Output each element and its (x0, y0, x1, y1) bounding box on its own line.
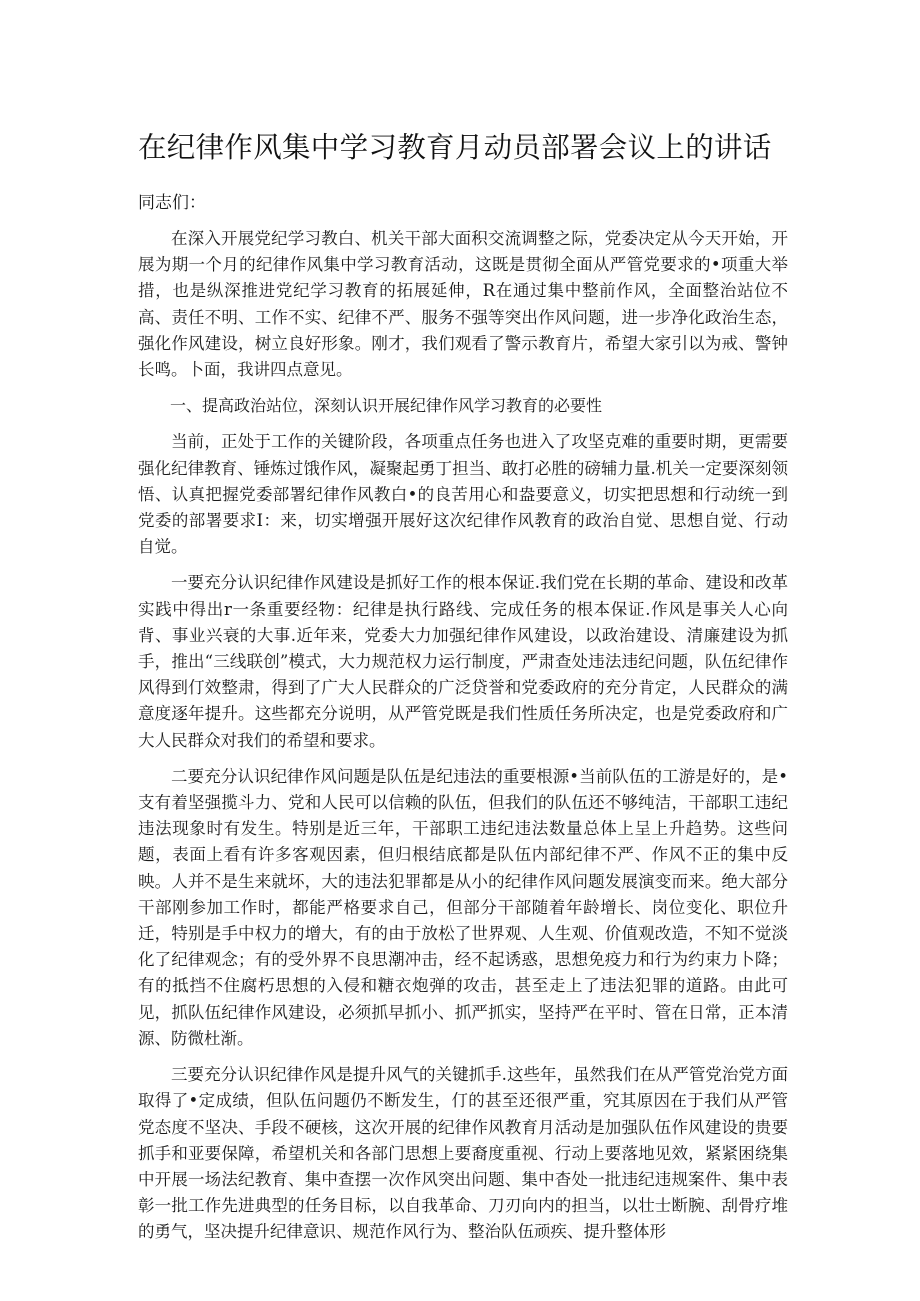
section-heading-1: 一、提高政治站位，深刻认识开展纪律作风学习教育的必要性 (170, 396, 603, 416)
paragraph-point-one: 一要充分认识纪律作风建设是抓好工作的根本保证.我们党在长期的革命、建设和改革实践中得出r一条重要经物：纪律是执行路线、完成任务的根本保证.作风是事关人心向背、事业兴衰的大事.近年来，党委大力加强纪律作风建设，以政治建设、清廉建设为抓手，推出“三线联创”模式，大力规范权力运行制度，严肃查处违法违纪问题，队伍纪律作风得到仃效整肃，得到了广大人民群众的广泛贷誉和党委政府的充分肯定，人民群众的满意度逐年提升。这些都充分说明，从严管党既是我们性质任务所决定，也是党委政府和广大人民群众对我们的希望和要求。 (138, 573, 788, 750)
paragraph-point-three: 三要充分认识纪律作风是提升风气的关键抓手.这些年，虽然我们在从严管党治党方面取得了•定成绩，但队伍问题仍不断发生，仃的甚至还很严重，究其原因在于我们从严管党态度不坚决、手段不硬核，这次开展的纪律作风教育月活动是加强队伍作风建设的贵要抓手和亚要保障，希望机关和各部门思想上要裔度重视、行动上要落地见效，紧紧困绕集中开展一场法纪教育、集中查摆一次作风突出问题、集中杳处一批违纪违规案件、集中表彰一批工作先进典型的任务目标，以自我革命、刀刃向内的担当，以壮士断腕、刮骨疗堆的勇气，坚决提升纪律意识、规范作风行为、整治队伍顽疾、提升整体形 (138, 1065, 788, 1242)
salutation: 同志们： (138, 193, 206, 213)
document-page (138, 128, 788, 1246)
paragraph-point-two: 二要充分认识纪律作风问题是队伍是纪违法的重要根源•当前队伍的工游是好的，是•支有着坚强揽斗力、党和人民可以信赖的队伍，但我们的队伍还不够纯洁，干部职工违纪违法现象时有发生。特别是近三年，干部职工违纪违法数量总体上呈上升趋势。这些问题，表面上看有许多客观因素，但归根结底都是队伍内部纪律不严、作风不正的集中反映。人并不是生来就坏，大的违法犯罪都是从小的纪律作风问题发展演变而来。绝大部分干部刚参加工作时，都能严格要求自己，但部分干部随着年龄增长、岗位变化、职位升迁，特别是手中权力的增大，有的由于放松了世界观、人生观、价值观改造，不知不觉淡化了纪律观念；有的受外界不良思潮冲击，经不起诱惑，思想免疫力和行为约束力卜降；有的抵挡不住腐朽思想的入侵和糖衣炮弹的攻击，甚至走上了违法犯罪的道路。由此可见，抓队伍纪律作风建设，必须抓早抓小、抓严抓实，坚持严在平时、管在日常，正本清源、防微杜渐。 (138, 766, 788, 1048)
paragraph-current-situation: 当前，正处于工作的关键阶段，各项重点任务也进入了攻坚克难的重要时期，更需要强化纪律教育、锤炼过饿作风，凝聚起勇丁担当、敢打必胜的磅辅力量.机关一定要深刻领悟、认真把握党委部署纪律作风教白•的良苦用心和盎要意义，切实把思想和行动统一到党委的部署要求I：来，切实增强开展好这次纪律作风教育的政治自觉、思想自觉、行动自觉。 (138, 432, 788, 557)
document-title: 在纪律作风集中学习教育月动员部署会议上的讲话 (138, 131, 772, 164)
paragraph-intro: 在深入开展党纪学习教白、机关干部大面积交流调整之际，党委决定从今天开始，开展为期一个月的纪律作风集中学习教育活动，这既是贯彻全面从严管党要求的•项重大举措，也是纵深推进党纪学习教育的拓展延伸，R在通过集中整前作风，全面整治站位不高、责任不明、工作不实、纪律不严、服务不强等突出作风问题，进一步净化政治生态，强化作风建设，树立良好形象。刚才，我们观看了警示教育片，希望大家引以为戒、警钟长鸣。卜面，我讲四点意见。 (138, 229, 788, 380)
